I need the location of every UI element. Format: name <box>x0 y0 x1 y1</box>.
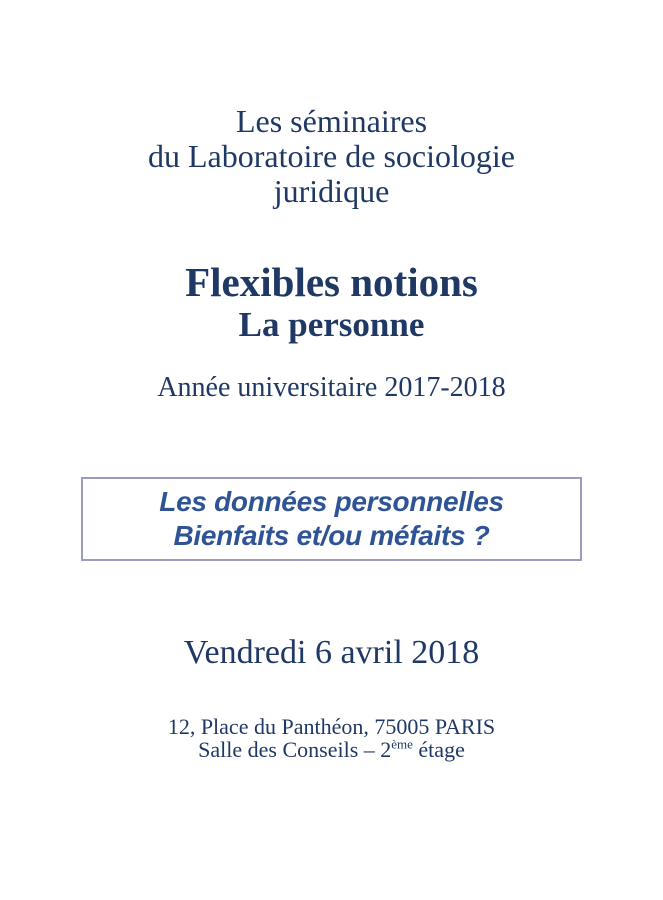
venue-block <box>0 715 663 761</box>
seminar-subtitle: La personne <box>238 305 425 344</box>
session-topic-box <box>81 477 582 561</box>
topic-line-1: Les données personnelles <box>159 486 504 517</box>
event-date: Vendredi 6 avril 2018 <box>183 634 480 671</box>
header-line-2: du Laboratoire de sociologie <box>148 138 515 174</box>
topic-line-2: Bienfaits et/ou méfaits ? <box>173 520 490 551</box>
seminar-title: Flexibles notions <box>185 259 478 305</box>
venue-address-line: 12, Place du Panthéon, 75005 PARIS <box>167 714 496 739</box>
header-line-1: Les séminaires <box>235 103 428 139</box>
header-line-3: juridique <box>273 173 390 209</box>
venue-floor-text: Salle des Conseils – 2 <box>198 737 392 762</box>
venue-floor-superscript: ème <box>391 736 413 752</box>
venue-floor-suffix: étage <box>412 737 465 762</box>
academic-year-line: Année universitaire 2017-2018 <box>157 372 506 403</box>
seminar-series-header <box>0 104 663 209</box>
venue-floor-line <box>0 738 663 761</box>
